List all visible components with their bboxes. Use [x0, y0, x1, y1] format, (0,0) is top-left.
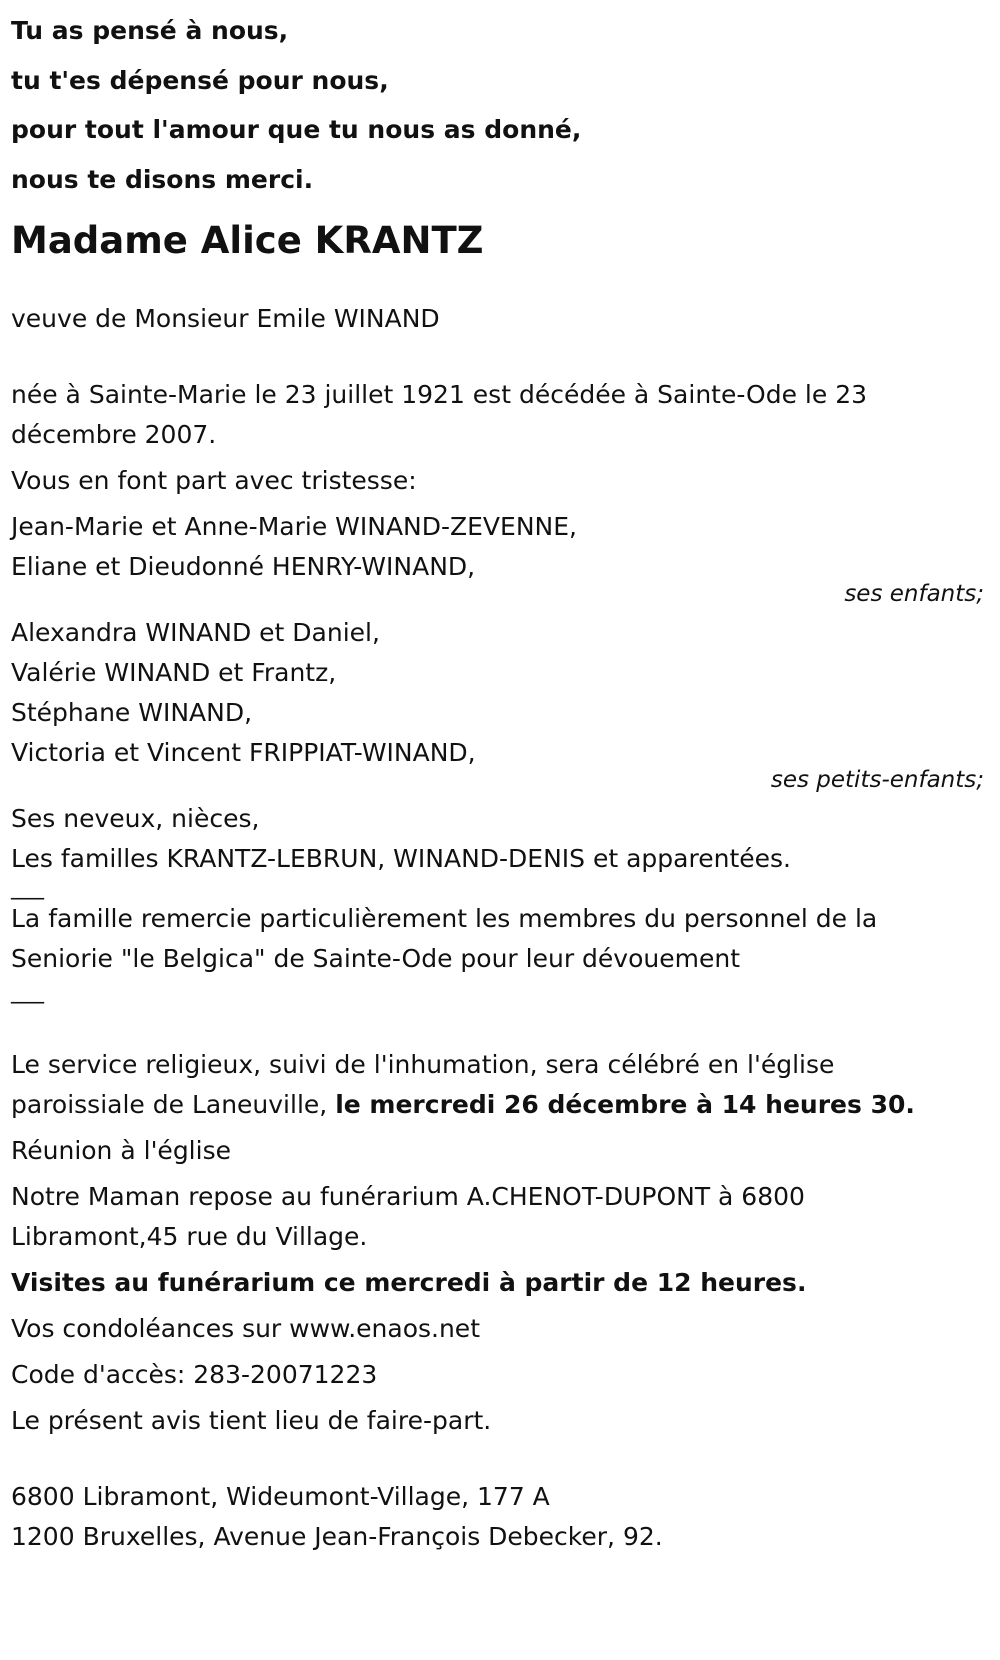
condolences-info: Vos condoléances sur www.enaos.net — [11, 1314, 480, 1343]
child-entry: Eliane et Dieudonné HENRY-WINAND, — [11, 552, 476, 581]
spouse-line: veuve de Monsieur Emile WINAND — [11, 304, 440, 333]
meeting-info: Réunion à l'église — [11, 1136, 231, 1165]
service-date: le mercredi 26 décembre à 14 heures 30. — [335, 1090, 915, 1119]
service-info — [11, 1045, 961, 1125]
separator-line: ___ — [11, 979, 44, 1004]
notice-text: Le présent avis tient lieu de faire-part. — [11, 1406, 492, 1435]
announce-intro: Vous en font part avec tristesse: — [11, 466, 417, 495]
relatives-entry: Les familles KRANTZ-LEBRUN, WINAND-DENIS et apparentées. — [11, 844, 791, 873]
child-entry: Jean-Marie et Anne-Marie WINAND-ZEVENNE, — [11, 512, 577, 541]
addresses — [11, 1477, 989, 1557]
grandchild-entry: Valérie WINAND et Frantz, — [11, 658, 337, 687]
grandchild-entry: Alexandra WINAND et Daniel, — [11, 618, 380, 647]
birth-death-text: née à Sainte-Marie le 23 juillet 1921 est décédée à Sainte-Ode le 23 décembre 2007. — [11, 380, 868, 449]
thanks-text: La famille remercie particulièrement les membres du personnel de la Seniorie "le Belgica" de Sainte-Ode pour leur dévouement — [11, 904, 878, 973]
obituary-notice — [11, 0, 989, 1557]
funerarium-info: Notre Maman repose au funérarium A.CHENOT-DUPONT à 6800 Libramont,45 rue du Village. — [11, 1182, 805, 1251]
grandchild-entry: Victoria et Vincent FRIPPIAT-WINAND, — [11, 738, 476, 767]
service-text: Le service religieux, suivi de l'inhumation, sera célébré en l'église paroissiale de Laneuville, — [11, 1050, 835, 1119]
grandchildren-list — [11, 613, 989, 773]
grandchild-entry: Stéphane WINAND, — [11, 698, 253, 727]
poem-line: pour tout l'amour que tu nous as donné, — [11, 115, 582, 144]
visits-info: Visites au funérarium ce mercredi à partir de 12 heures. — [11, 1268, 807, 1297]
poem-line: tu t'es dépensé pour nous, — [11, 65, 389, 95]
poem-line: nous te disons merci. — [11, 164, 314, 194]
children-role: ses enfants; — [844, 581, 984, 607]
grandchildren-role: ses petits-enfants; — [770, 767, 984, 793]
relatives-list — [11, 799, 989, 879]
opening-poem — [11, 6, 989, 204]
children-list — [11, 507, 989, 587]
separator-line: ___ — [11, 875, 44, 900]
poem-line: Tu as pensé à nous, — [11, 16, 289, 45]
deceased-name: Madame Alice KRANTZ — [11, 219, 484, 262]
address-line: 1200 Bruxelles, Avenue Jean-François Debecker, 92. — [11, 1522, 663, 1551]
address-line: 6800 Libramont, Wideumont-Village, 177 A — [11, 1482, 550, 1511]
relatives-entry: Ses neveux, nièces, — [11, 804, 260, 833]
access-code: Code d'accès: 283-20071223 — [11, 1360, 378, 1389]
